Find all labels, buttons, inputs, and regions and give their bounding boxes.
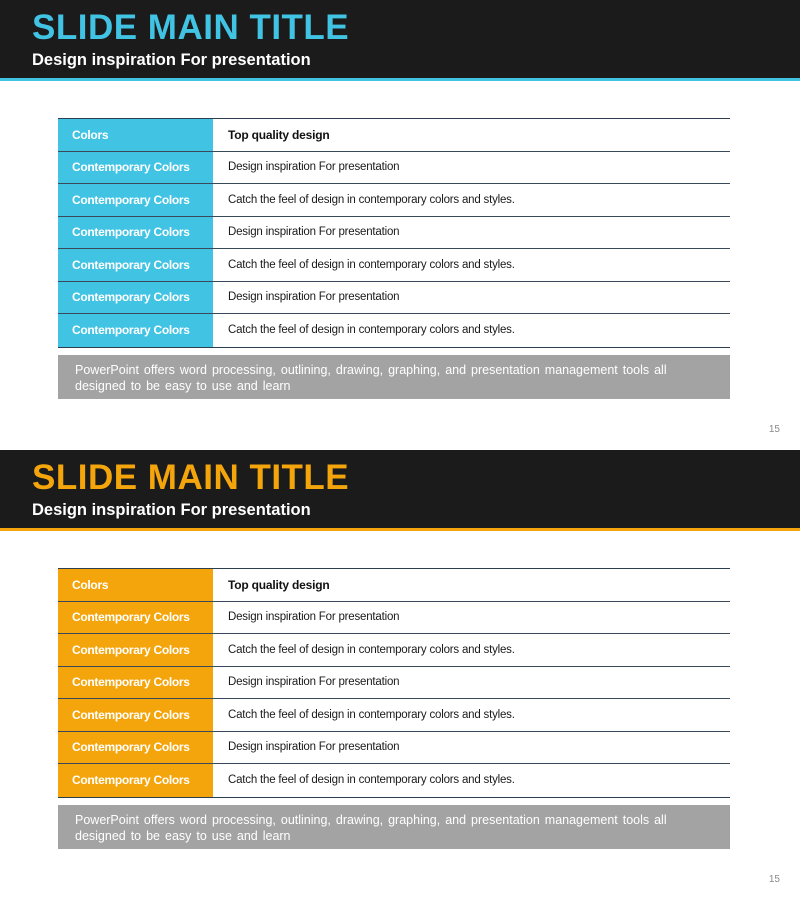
slide-header (0, 450, 800, 528)
row-label: Contemporary Colors (58, 667, 213, 699)
row-label: Contemporary Colors (58, 732, 213, 764)
row-value: Catch the feel of design in contemporary colors and styles. (228, 708, 515, 721)
table-row (58, 732, 730, 765)
row-label: Contemporary Colors (58, 249, 213, 281)
content-table (58, 118, 730, 348)
row-label: Contemporary Colors (58, 602, 213, 634)
summary-note: PowerPoint offers word processing, outlining, drawing, graphing, and presentation management tools all designed to be easy to use and learn (58, 355, 730, 399)
page-number: 15 (768, 874, 780, 885)
table-row (58, 152, 730, 185)
row-value: Design inspiration For presentation (228, 741, 400, 754)
row-label: Contemporary Colors (58, 314, 213, 347)
table-row (58, 282, 730, 315)
table-header-right: Top quality design (228, 577, 330, 592)
row-value: Design inspiration For presentation (228, 161, 400, 174)
table-row (58, 249, 730, 282)
slide-header (0, 0, 800, 78)
row-label: Contemporary Colors (58, 699, 213, 731)
table-row (58, 764, 730, 797)
row-value: Design inspiration For presentation (228, 611, 400, 624)
row-label: Contemporary Colors (58, 184, 213, 216)
page-number: 15 (768, 424, 780, 435)
row-value: Design inspiration For presentation (228, 676, 400, 689)
table-header-left: Colors (58, 119, 213, 151)
row-value: Catch the feel of design in contemporary colors and styles. (228, 193, 515, 206)
row-value: Design inspiration For presentation (228, 291, 400, 304)
summary-note: PowerPoint offers word processing, outlining, drawing, graphing, and presentation management tools all designed to be easy to use and learn (58, 805, 730, 849)
table-row (58, 184, 730, 217)
row-label: Contemporary Colors (58, 217, 213, 249)
slide-subtitle: Design inspiration For presentation (32, 501, 311, 519)
slide-2 (0, 450, 800, 900)
row-label: Contemporary Colors (58, 764, 213, 797)
table-row (58, 217, 730, 250)
table-header-right: Top quality design (228, 127, 330, 142)
table-header-left: Colors (58, 569, 213, 601)
table-row (58, 602, 730, 635)
row-value: Catch the feel of design in contemporary colors and styles. (228, 258, 515, 271)
table-row (58, 667, 730, 700)
table-header-row (58, 119, 730, 152)
table-row (58, 314, 730, 347)
row-label: Contemporary Colors (58, 634, 213, 666)
content-table (58, 568, 730, 798)
table-row (58, 699, 730, 732)
header-accent-line (0, 78, 800, 81)
slide-main-title: SLIDE MAIN TITLE (32, 458, 350, 497)
header-accent-line (0, 528, 800, 531)
row-label: Contemporary Colors (58, 152, 213, 184)
slide-subtitle: Design inspiration For presentation (32, 51, 311, 69)
slide-main-title: SLIDE MAIN TITLE (32, 8, 350, 47)
row-value: Catch the feel of design in contemporary colors and styles. (228, 324, 515, 337)
row-value: Catch the feel of design in contemporary colors and styles. (228, 643, 515, 656)
row-value: Design inspiration For presentation (228, 226, 400, 239)
row-value: Catch the feel of design in contemporary colors and styles. (228, 774, 515, 787)
row-label: Contemporary Colors (58, 282, 213, 314)
table-header-row (58, 569, 730, 602)
table-row (58, 634, 730, 667)
